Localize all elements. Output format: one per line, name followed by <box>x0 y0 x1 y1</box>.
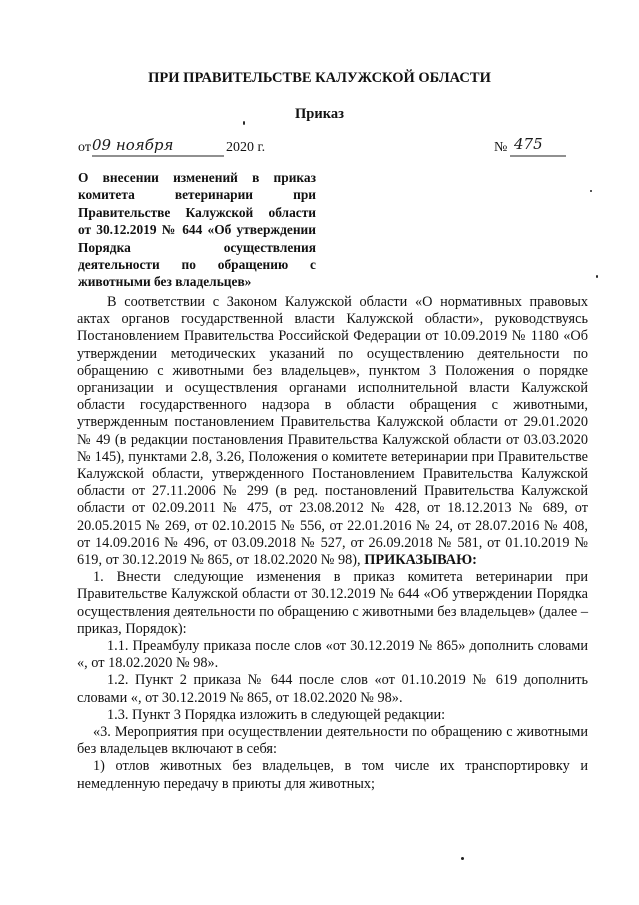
subject-line: от 30.12.2019 № 644 «Об утверждении <box>78 222 316 238</box>
scan-speck <box>461 857 464 860</box>
subject-line: Правительстве Калужской области <box>78 204 316 220</box>
scan-speck <box>590 190 592 192</box>
item-1-2: 1.2. Пункт 2 приказа № 644 после слов «от 01.10.2019 № 619 дополнить словами «, от 30.12.2019 № 865, от 18.02.2020 № 98». <box>77 672 588 706</box>
date-prefix: от <box>78 140 91 155</box>
subject-line: О внесении изменений в приказ <box>78 170 316 185</box>
date-underline <box>92 155 224 158</box>
preamble-paragraph <box>77 294 588 569</box>
number-underline <box>510 155 566 158</box>
number-label: № <box>494 140 508 155</box>
document-body <box>77 294 588 793</box>
order-word: ПРИКАЗЫВАЮ: <box>364 552 477 569</box>
item-1-1: 1.1. Преамбулу приказа после слов «от 30.12.2019 № 865» дополнить словами «, от 18.02.2020 № 98». <box>77 638 588 672</box>
date-year: 2020 г. <box>226 140 266 155</box>
item-1: 1. Внести следующие изменения в приказ комитета ветеринарии при Правительстве Калужской области от 30.12.2019 № 644 «Об утверждении Порядка осуществления деятельности по обращению с животными без владельцев» (далее – приказ, Порядок): <box>77 569 588 637</box>
scan-speck <box>596 275 598 278</box>
item-1-3: 1.3. Пункт 3 Порядка изложить в следующей редакции: <box>107 706 446 723</box>
subitem-1: 1) отлов животных без владельцев, в том числе их транспортировку и немедленную передачу в приюты для животных; <box>77 758 588 792</box>
subject-block <box>78 169 316 291</box>
subject-line: комитета ветеринарии при <box>78 187 316 203</box>
subject-line: Порядка осуществления <box>78 239 316 255</box>
scan-speck <box>243 121 245 125</box>
subject-line: животными без владельцев» <box>78 274 252 290</box>
handwritten-number: 475 <box>514 135 543 153</box>
preamble-text: В соответствии с Законом Калужской области «О нормативных правовых актах органов государственной власти Калужской области», руководствуясь Постановлением Правительства Российской Федерации от 10.09.2019 № 1180 «Об утверждении методических указаний по осуществлению деятельности по обращению с животными без владельцев», пунктом 3 Положения о порядке организации и осуществления органами исполнительной власти Калужской области государственного надзора в области обращения с животными, утвержденным постановлением Правительства Калужской области от 29.01.2020 № 49 (в редакции постановления Правительства Калужской области от 03.03.2020 № 145), пунктами 2.8, 3.26, Положения о комитете ветеринарии при Правительстве Калужской области, утвержденного Постановлением Правительства Калужской области от 27.11.2006 № 299 (в ред. постановлений Правительства Калужской области от 02.09.2011 № 475, от 23.08.2012 № 428, от 18.12.2013 № 689, от 20.05.2015 № 269, от 02.10.2015 № 556, от 22.01.2016 № 24, от 28.07.2016 № 408, от 14.09.2016 № 496, от 03.09.2018 № 527, от 26.09.2018 № 581, от 01.10.2019 № 619, от 30.12.2019 № 865, от 18.02.2020 № 98), <box>77 294 588 569</box>
organization-header: ПРИ ПРАВИТЕЛЬСТВЕ КАЛУЖСКОЙ ОБЛАСТИ <box>148 70 491 86</box>
subject-line: деятельности по обращению с <box>78 257 316 273</box>
quoted-item-3: «3. Мероприятия при осуществлении деятельности по обращению с животными без владельцев включают в себя: <box>77 724 588 758</box>
handwritten-date: 09 ноября <box>92 136 174 154</box>
document-type-title: Приказ <box>295 106 344 122</box>
